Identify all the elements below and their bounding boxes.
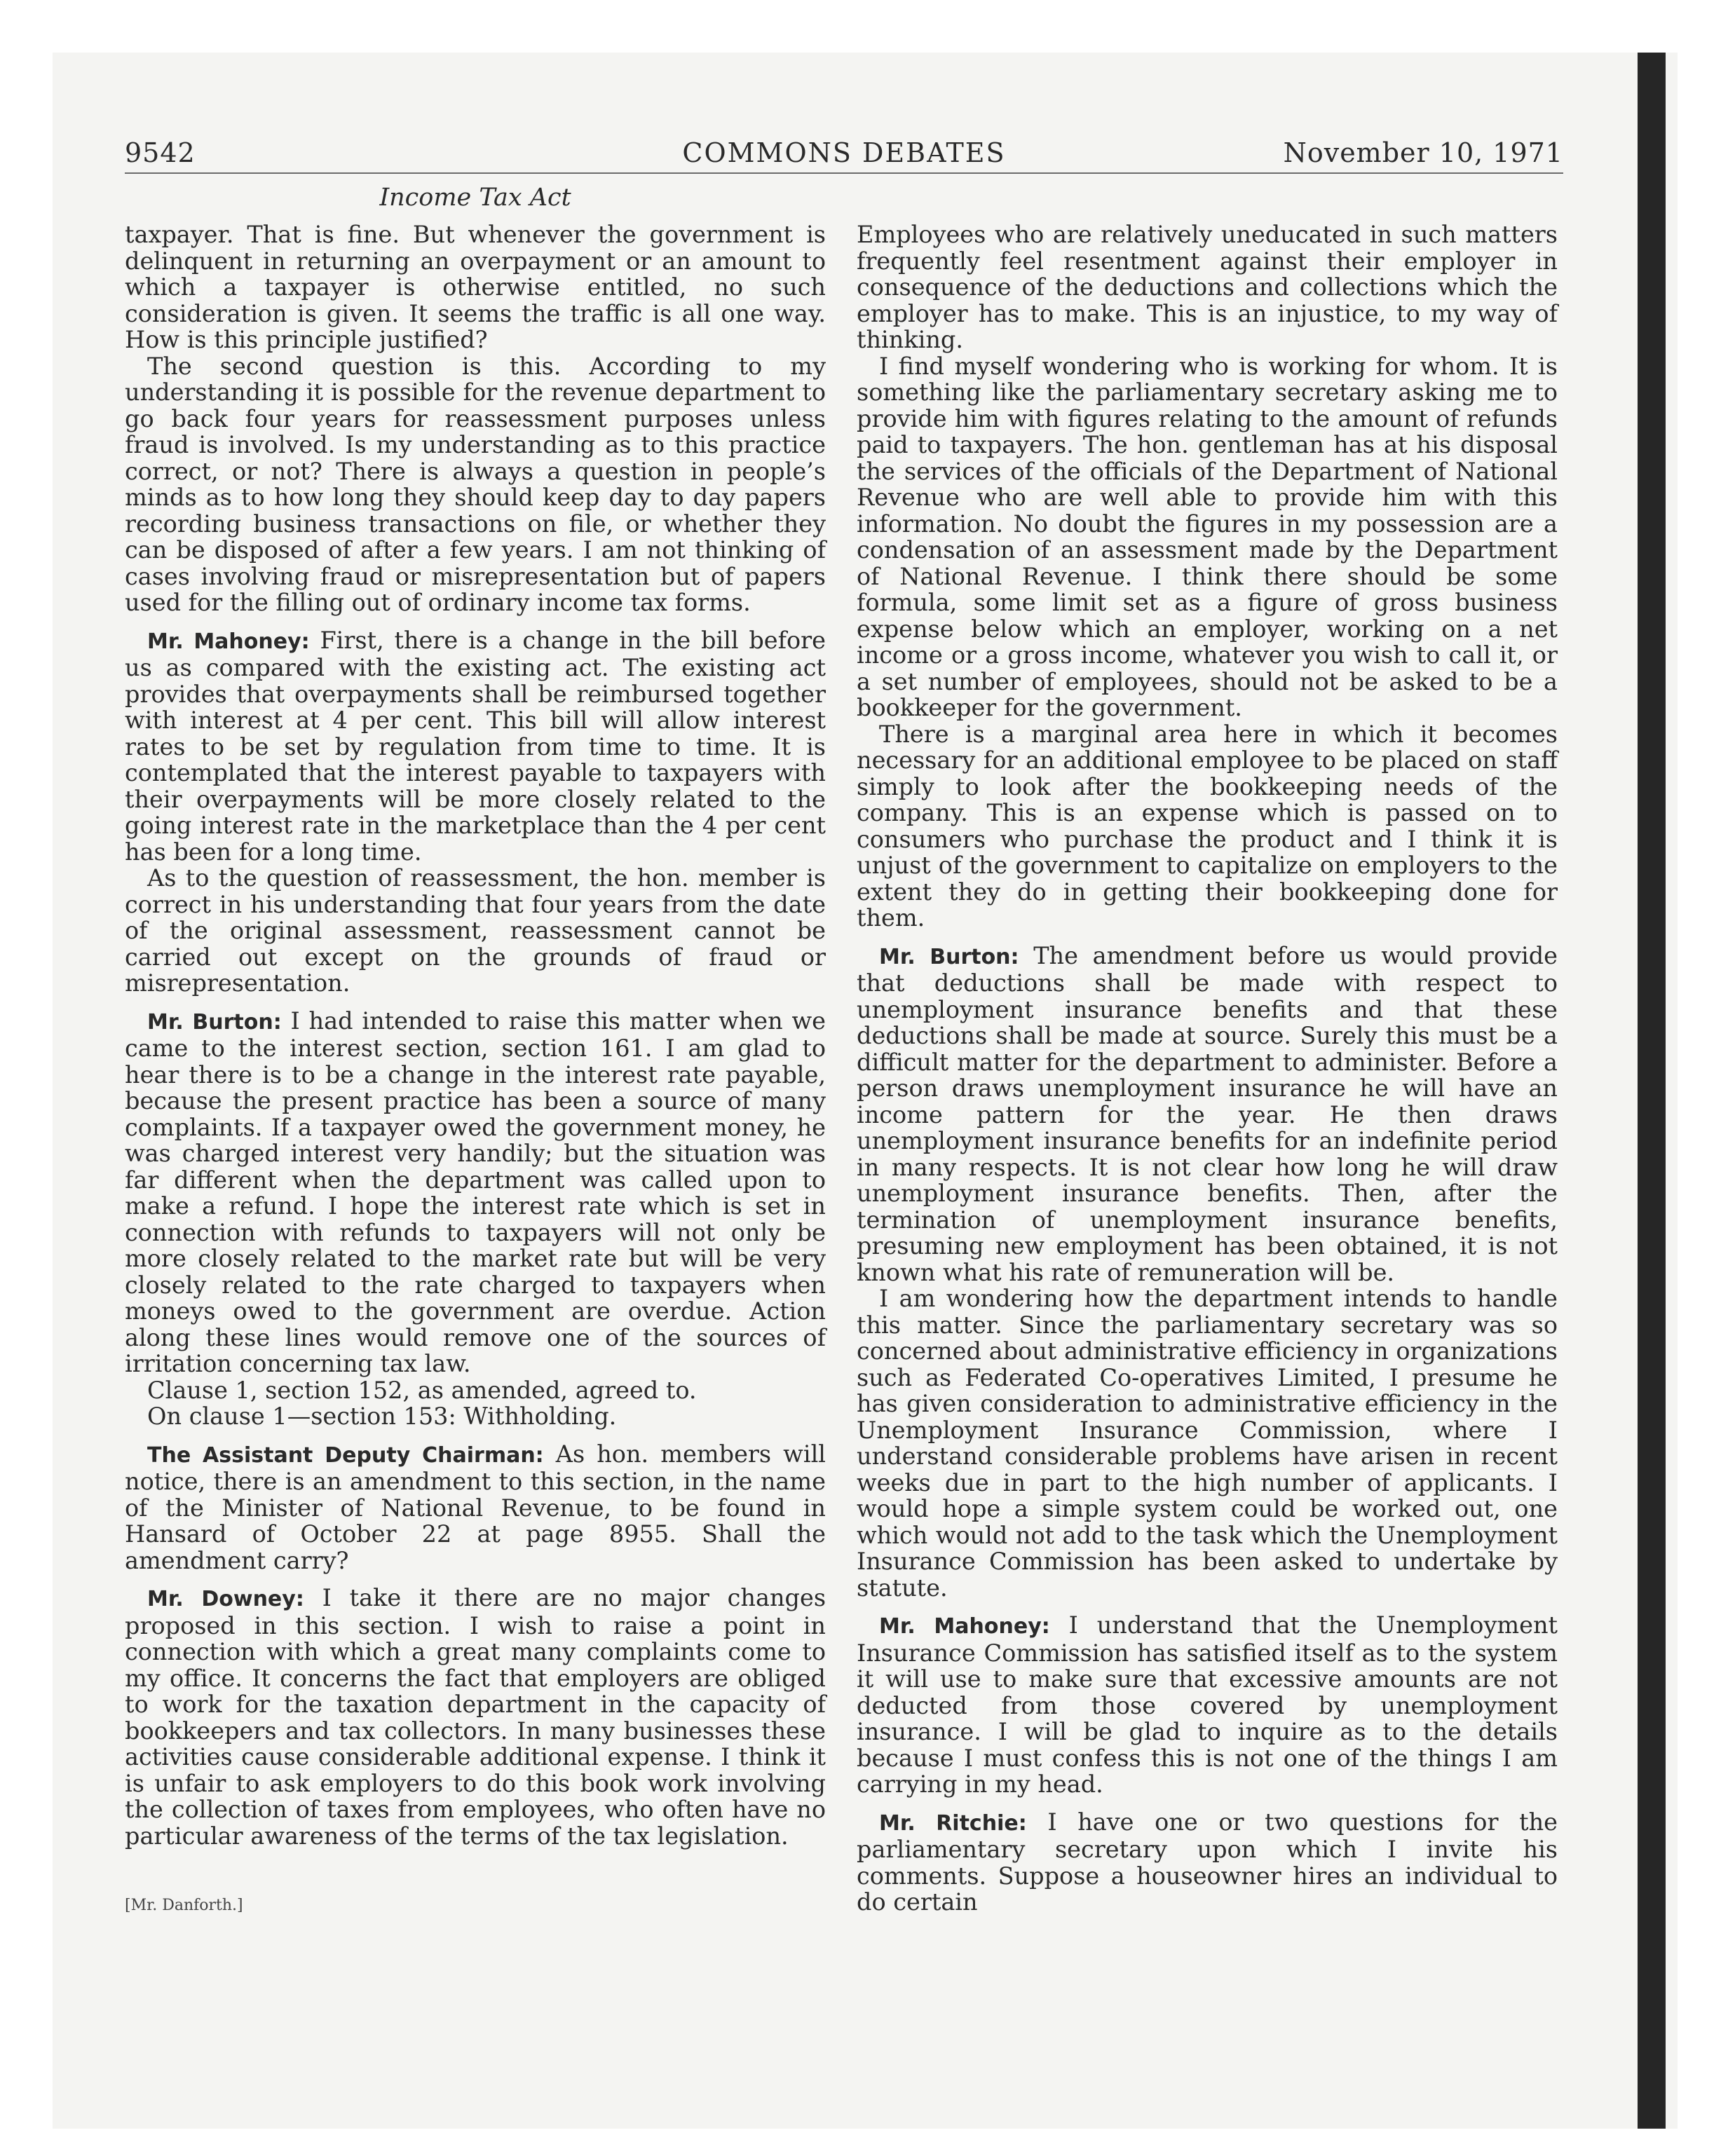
publication-title: COMMONS DEBATES: [682, 137, 1006, 168]
paragraph-text: Clause 1, section 152, as amended, agreed to.: [147, 1376, 697, 1404]
speech-paragraph: [125, 627, 826, 866]
paragraph: [125, 353, 826, 616]
speaker-name: Mr. Mahoney:: [879, 1614, 1050, 1639]
paragraph: [857, 353, 1558, 721]
section-subhead: Income Tax Act: [379, 184, 571, 212]
paragraph: [125, 221, 826, 353]
paragraph-text: The second question is this. According to my understanding it is possible for the revenue department to go back four years for reassessment purposes unless fraud is involved. Is my understanding as to this practice correct, or not? There is always a question in people’s minds as to how long they should keep day to day papers recording business transactions on file, or whether they can be disposed of after a few years. I am not thinking of cases involving fraud or misrepresentation but of papers used for the filling out of ordinary income tax forms.: [125, 352, 826, 616]
page-number: 9542: [125, 137, 196, 168]
paragraph: [857, 221, 1558, 353]
speech-paragraph: [857, 1612, 1558, 1798]
paragraph-text: I understand that the Unemployment Insurance Commission has satisfied itself as to the system it will use to make sure that excessive amounts are not deducted from those covered by unemployment insurance. I will be glad to inquire as to the details because I must confess this is not one of the things I am carrying in my head.: [857, 1611, 1558, 1798]
paragraph-text: I am wondering how the department intends to handle this matter. Since the parliamentary secretary was so concerned about administrative efficiency in organizations such as Federated Co-operatives Limited, I presume he has given consideration to administrative efficiency in the Unemployment Insurance Commission, where I understand considerable problems have arisen in recent weeks due in part to the high number of applicants. I would hope a simple system could be worked out, one which would not add to the task which the Unemployment Insurance Commission has been asked to undertake by statute.: [857, 1285, 1558, 1602]
speech-paragraph: [857, 1809, 1558, 1916]
paragraph-text: I have one or two questions for the parliamentary secretary upon which I invite his comments. Suppose a houseowner hires an individual to do certain: [857, 1808, 1558, 1916]
paragraph-text: I had intended to raise this matter when we came to the interest section, section 161. I am glad to hear there is to be a change in the interest rate payable, because the present practice has been a source of many complaints. If a taxpayer owed the government money, he was charged interest very handily; but the situation was far different when the department was called upon to make a refund. I hope the interest rate which is set in connection with refunds to taxpayers will not only be more closely related to the market rate but will be very closely related to the rate charged to taxpayers when moneys owed to the government are overdue. Action along these lines would remove one of the sources of irritation concerning tax law.: [125, 1007, 826, 1377]
speech-paragraph: [125, 1008, 826, 1377]
paragraph-text: As to the question of reassessment, the hon. member is correct in his understanding that four years from the date of the original assessment, reassessment cannot be carried out except on the grounds of fraud or misrepresentation.: [125, 864, 826, 997]
running-head: [125, 133, 1563, 174]
paragraph-text: Employees who are relatively uneducated in such matters frequently feel resentment against their employer in consequence of the deductions and collections which the employer has to make. This is an injustice, to my way of thinking.: [857, 221, 1558, 353]
speaker-name: Mr. Downey:: [147, 1587, 304, 1611]
paragraph: [125, 1377, 826, 1404]
paragraph: [125, 865, 826, 997]
paragraph-text: I take it there are no major changes proposed in this section. I wish to raise a point in connection with which a great many complaints come to my office. It concerns the fact that employers are obliged to work for the taxation department in the capacity of bookkeepers and tax collectors. In many businesses these activities cause considerable additional expense. I think it is unfair to ask employers to do this book work involving the collection of taxes from employees, who often have no particular awareness of the terms of the tax legislation.: [125, 1584, 826, 1850]
issue-date: November 10, 1971: [1283, 137, 1563, 168]
binding-edge: [1638, 53, 1666, 2129]
right-column: [857, 221, 1558, 1916]
speech-paragraph: [857, 943, 1558, 1286]
paragraph-text: taxpayer. That is fine. But whenever the government is delinquent in returning an overpayment or an amount to which a taxpayer is otherwise entitled, no such consideration is given. It seems the traffic is all one way. How is this principle justified?: [125, 221, 826, 353]
paragraph-text: First, there is a change in the bill before us as compared with the existing act. The existing act provides that overpayments shall be reimbursed together with interest at 4 per cent. This bill will allow interest rates to be set by regulation from time to time. It is contemplated that the interest payable to taxpayers with their overpayments will be more closely related to the going interest rate in the marketplace than the 4 per cent has been for a long time.: [125, 626, 826, 866]
speaker-name: Mr. Ritchie:: [879, 1810, 1027, 1836]
paragraph-text: As hon. members will notice, there is an amendment to this section, in the name of the Minister of National Revenue, to be found in Hansard of October 22 at page 8955. Shall the amendment carry?: [125, 1440, 826, 1574]
paragraph-text: The amendment before us would provide that deductions shall be made with respect to unemployment insurance benefits and that these deductions shall be made at source. Surely this must be a difficult matter for the department to administer. Before a person draws unemployment insurance he will have an income pattern for the year. He then draws unemployment insurance benefits for an indefinite period in many respects. It is not clear how long he will draw unemployment insurance benefits. Then, after the termination of unemployment insurance benefits, presuming new employment has been obtained, it is not known what his rate of remuneration will be.: [857, 941, 1558, 1286]
paragraph-text: On clause 1—section 153: Withholding.: [147, 1403, 617, 1430]
left-column: [125, 221, 826, 1849]
speaker-name: Mr. Burton:: [879, 944, 1019, 969]
speech-paragraph: [125, 1441, 826, 1574]
page-footnote: [Mr. Danforth.]: [125, 1897, 243, 1914]
paragraph-text: I find myself wondering who is working for whom. It is something like the parliamentary secretary asking me to provide him with figures relating to the amount of refunds paid to taxpayers. The hon. gentleman has at his disposal the services of the officials of the Department of National Revenue who are well able to provide him with this information. No doubt the figures in my possession are a condensation of an assessment made by the Department of National Revenue. I think there should be some formula, some limit set as a figure of gross business expense below which an employer, working on a net income or a gross income, whatever you wish to call it, or a set number of employees, should not be asked to be a bookkeeper for the government.: [857, 352, 1558, 721]
speech-paragraph: [125, 1585, 826, 1849]
speaker-name: Mr. Mahoney:: [147, 629, 310, 654]
speaker-name: Mr. Burton:: [147, 1009, 282, 1035]
speaker-name: The Assistant Deputy Chairman:: [147, 1442, 544, 1468]
paragraph: [125, 1403, 826, 1430]
paragraph: [857, 721, 1558, 932]
paragraph: [857, 1285, 1558, 1601]
paragraph-text: There is a marginal area here in which it becomes necessary for an additional employee to be placed on staff simply to look after the bookkeeping needs of the company. This is an expense which is passed on to consumers who purchase the product and I think it is unjust of the government to capitalize on employers to the extent they do in getting their bookkeeping done for them.: [857, 720, 1558, 932]
